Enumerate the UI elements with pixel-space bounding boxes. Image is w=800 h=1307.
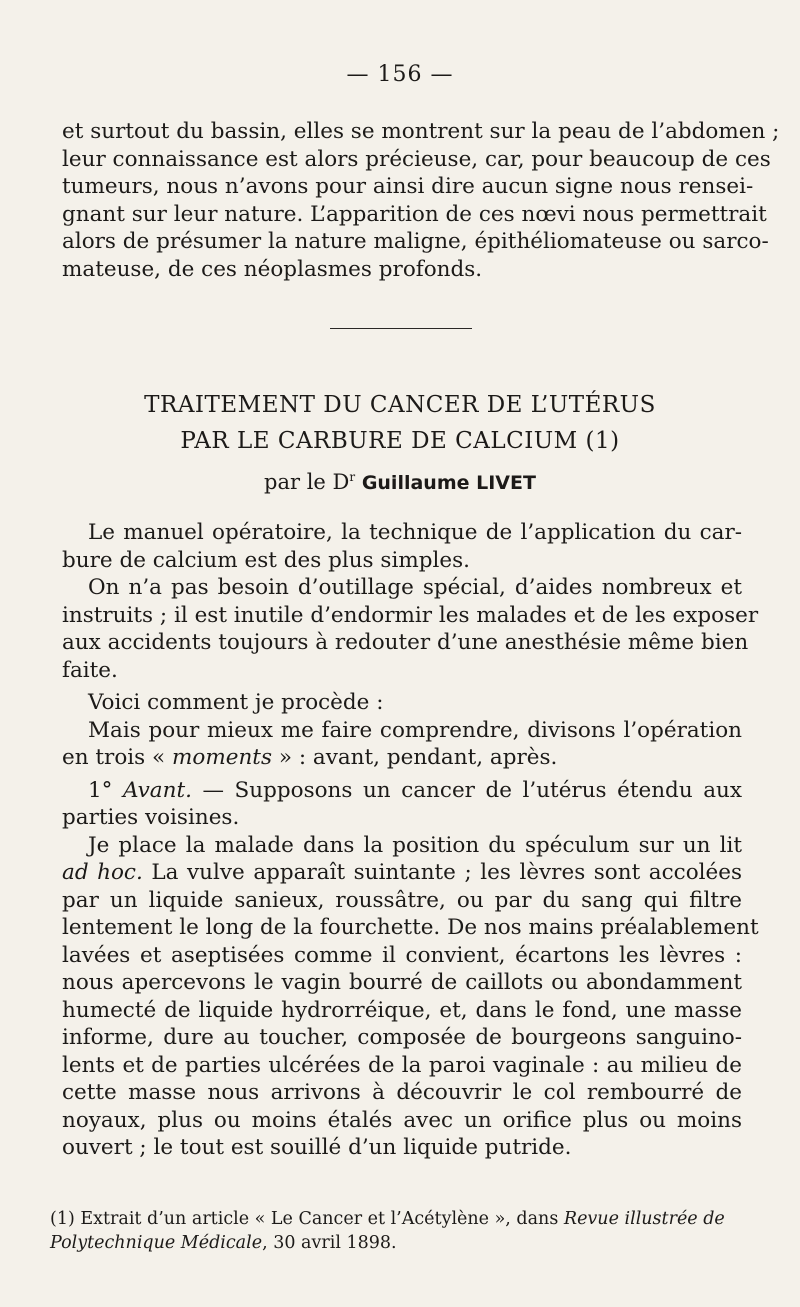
text-line: Voici comment je procède :	[88, 690, 384, 715]
body-text	[62, 519, 759, 1162]
footnote-journal-title: Revue illustrée de	[563, 1209, 725, 1229]
text-line: mateuse, de ces néoplasmes profonds.	[62, 256, 483, 282]
article-author	[0, 470, 800, 494]
text-line: ouvert ; le tout est souillé d’un liquide putride.	[62, 1135, 572, 1160]
article-title-line-1: TRAITEMENT DU CANCER DE L’UTÉRUS	[144, 392, 656, 418]
text-line: Mais pour mieux me faire comprendre, divisons l’opération	[88, 717, 742, 743]
text-line	[62, 777, 742, 805]
text-fragment: en trois «	[62, 745, 166, 770]
text-line: tumeurs, nous n’avons pour ainsi dire aucun signe nous rensei-	[62, 174, 754, 199]
text-line: et surtout du bassin, elles se montrent sur la peau de l’abdomen ;	[62, 119, 780, 144]
text-line	[62, 744, 742, 772]
text-line: instruits ; il est inutile d’endormir les malades et de les exposer	[62, 602, 759, 628]
text-line: lavées et aseptisées comme il convient, écartons les lèvres :	[62, 942, 742, 968]
text-fragment: — Supposons un cancer de l’utérus étendu aux	[202, 777, 742, 803]
text-fragment: La vulve apparaît suintante ; les lèvres sont accolées	[151, 860, 742, 885]
emphasis: moments	[172, 745, 272, 770]
page-number: — 156 —	[346, 62, 454, 87]
text-line: parties voisines.	[62, 805, 240, 830]
text-line: bure de calcium est des plus simples.	[62, 547, 470, 573]
emphasis: ad hoc.	[62, 860, 143, 885]
text-line: informe, dure au toucher, composée de bourgeons sanguino-	[62, 1025, 742, 1050]
text-fragment: 1°	[88, 777, 113, 803]
text-line: leur connaissance est alors précieuse, car, pour beaucoup de ces	[62, 146, 771, 172]
section-divider	[330, 328, 472, 329]
emphasis: Avant.	[122, 777, 192, 803]
text-line: Le manuel opératoire, la technique de l’application du car-	[88, 520, 742, 545]
text-line: humecté de liquide hydrorréique, et, dans le fond, une masse	[62, 997, 742, 1023]
text-line: alors de présumer la nature maligne, épithéliomateuse ou sarco-	[62, 229, 769, 254]
text-line: noyaux, plus ou moins étalés avec un orifice plus ou moins	[62, 1107, 742, 1133]
text-line: lents et de parties ulcérées de la paroi vaginale : au milieu de	[62, 1052, 742, 1078]
text-line: par un liquide sanieux, roussâtre, ou par du sang qui filtre	[62, 887, 742, 913]
author-sup: r	[349, 470, 356, 484]
text-line: nous apercevons le vagin bourré de caillots ou abondamment	[62, 970, 742, 995]
author-prefix: par le D	[264, 470, 350, 494]
text-line: aux accidents toujours à redouter d’une anesthésie même bien	[62, 630, 749, 655]
text-line: gnant sur leur nature. L’apparition de ces nœvi nous permettrait	[62, 201, 767, 227]
text-line: faite.	[62, 657, 118, 683]
article-title-line-2: PAR LE CARBURE DE CALCIUM (1)	[180, 428, 620, 454]
text-line: Je place la malade dans la position du spéculum sur un lit	[88, 832, 742, 858]
footnote	[50, 1207, 740, 1255]
text-fragment: » : avant, pendant, après.	[278, 745, 558, 770]
text-line: lentement le long de la fourchette. De nos mains préalablement	[62, 915, 759, 940]
text-line: On n’a pas besoin d’outillage spécial, d’aides nombreux et	[88, 575, 742, 600]
footnote-date: , 30 avril 1898.	[262, 1233, 397, 1253]
text-line: cette masse nous arrivons à découvrir le col rembourré de	[62, 1080, 742, 1105]
footnote-journal-title-cont: Polytechnique Médicale	[50, 1233, 263, 1253]
footnote-text: (1) Extrait d’un article « Le Cancer et l’Acétylène », dans	[50, 1209, 559, 1229]
author-name: Guillaume LIVET	[361, 472, 536, 494]
intro-paragraph	[62, 118, 780, 283]
text-line	[62, 859, 742, 887]
